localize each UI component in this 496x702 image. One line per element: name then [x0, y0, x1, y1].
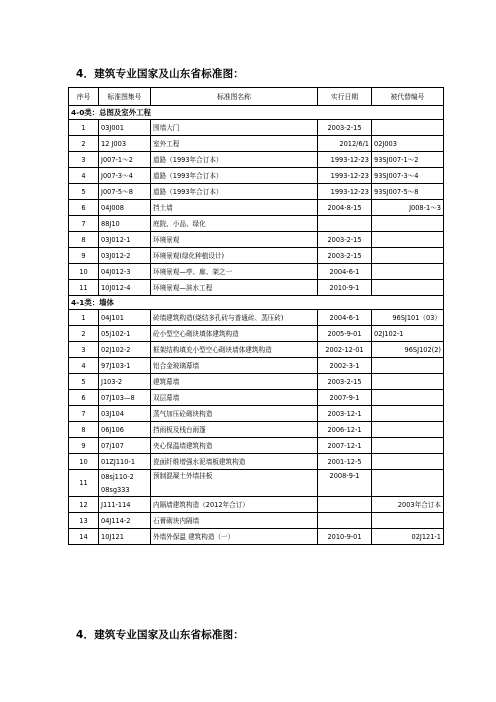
cell-date	[318, 513, 372, 529]
cell-date: 2007-9-1	[318, 390, 372, 406]
cell-code: 01ZJ110-1	[99, 454, 151, 470]
table-row	[69, 136, 444, 152]
cell-code: J111-114	[99, 497, 151, 513]
cell-date: 2012/6/1	[318, 136, 372, 152]
cell-replaced: 2003年合订本	[372, 497, 444, 513]
cell-index: 11	[69, 280, 99, 296]
cell-date	[318, 497, 372, 513]
cell-name: 夹心保温墙建筑构造	[151, 438, 318, 454]
cell-code: 06J106	[99, 422, 151, 438]
cell-replaced	[372, 248, 444, 264]
cell-replaced: J008-1～3	[372, 200, 444, 216]
cell-name: 道路（1993年合订本）	[151, 168, 318, 184]
cell-name: 外墙外保温 建筑构造（一）	[151, 529, 318, 545]
cell-index: 11	[69, 470, 99, 497]
cell-replaced	[372, 422, 444, 438]
standard-drawings-table	[68, 87, 444, 545]
table-row	[69, 342, 444, 358]
category-title: 4-1类：墙体	[69, 296, 444, 310]
cell-name: 室外工程	[151, 136, 318, 152]
cell-name: 围墙大门	[151, 120, 318, 136]
cell-date: 2010-9-1	[318, 280, 372, 296]
cell-code: 07j107	[99, 438, 151, 454]
cell-replaced: 93SJ007-3～4	[372, 168, 444, 184]
cell-name: 瓷面纤维增强水泥墙板建筑构造	[151, 454, 318, 470]
table-row	[69, 120, 444, 136]
cell-code: J103-2	[99, 374, 151, 390]
cell-index: 1	[69, 120, 99, 136]
cell-name: 道路（1993年合订本）	[151, 152, 318, 168]
cell-replaced	[372, 406, 444, 422]
cell-replaced: 96SJ102(2)	[372, 342, 444, 358]
cell-code	[99, 470, 151, 497]
cell-name: 环境景观	[151, 232, 318, 248]
cell-name: 挡土墙	[151, 200, 318, 216]
cell-code: 10J012-4	[99, 280, 151, 296]
cell-replaced	[372, 120, 444, 136]
table-row	[69, 390, 444, 406]
cell-code: J007-3～4	[99, 168, 151, 184]
cell-replaced	[372, 390, 444, 406]
cell-code-primary: 08sj110-2	[101, 472, 134, 481]
cell-index: 4	[69, 358, 99, 374]
table-row	[69, 168, 444, 184]
cell-name: 铝合金玻璃幕墙	[151, 358, 318, 374]
cell-name: 道路（1993年合订本）	[151, 184, 318, 200]
cell-index: 14	[69, 529, 99, 545]
table-row	[69, 326, 444, 342]
cell-code: 97J103-1	[99, 358, 151, 374]
table-row	[69, 248, 444, 264]
cell-index: 8	[69, 422, 99, 438]
cell-index: 5	[69, 184, 99, 200]
cell-index: 2	[69, 136, 99, 152]
header-name: 标准图名称	[151, 88, 318, 106]
table-row	[69, 438, 444, 454]
cell-name: 环境景观—滨水工程	[151, 280, 318, 296]
cell-index: 3	[69, 342, 99, 358]
cell-date: 2003-2-15	[318, 374, 372, 390]
table-row	[69, 374, 444, 390]
cell-code: 04J114-2	[99, 513, 151, 529]
cell-replaced: 93SJ007-1～2	[372, 152, 444, 168]
cell-replaced: 02J003	[372, 136, 444, 152]
cell-index: 1	[69, 310, 99, 326]
table-row	[69, 513, 444, 529]
cell-index: 6	[69, 200, 99, 216]
cell-date: 2004-6-1	[318, 264, 372, 280]
cell-code: 03J104	[99, 406, 151, 422]
cell-code: 12 J003	[99, 136, 151, 152]
cell-code: 04J101	[99, 310, 151, 326]
cell-replaced	[372, 232, 444, 248]
table-row	[69, 310, 444, 326]
cell-code: 05j102-1	[99, 326, 151, 342]
cell-name: 双层幕墙	[151, 390, 318, 406]
cell-date: 2003-2-15	[318, 120, 372, 136]
cell-code: 03J001	[99, 120, 151, 136]
table-row	[69, 358, 444, 374]
cell-name: 预制混凝土外墙挂板	[151, 470, 318, 497]
cell-date: 2003-2-15	[318, 232, 372, 248]
cell-replaced: 02J121-1	[372, 529, 444, 545]
cell-replaced	[372, 216, 444, 232]
cell-name: 蒸气加压砼砌块构造	[151, 406, 318, 422]
cell-name: 砖墙建筑构造(烧结多孔砖与普通砖、蒸压砖)	[151, 310, 318, 326]
cell-name: 环境景观—亭、廊、架之一	[151, 264, 318, 280]
cell-index: 10	[69, 264, 99, 280]
cell-code: 04J012-3	[99, 264, 151, 280]
cell-date: 2002-3-1	[318, 358, 372, 374]
cell-code: 88J10	[99, 216, 151, 232]
table-row	[69, 264, 444, 280]
header-index: 序号	[69, 88, 99, 106]
cell-date: 2010-9-01	[318, 529, 372, 545]
cell-index: 8	[69, 232, 99, 248]
cell-date: 2008-9-1	[318, 470, 372, 497]
cell-code-secondary: 08sg333	[101, 485, 130, 494]
cell-replaced	[372, 280, 444, 296]
cell-index: 9	[69, 248, 99, 264]
cell-date: 2004-8-15	[318, 200, 372, 216]
cell-replaced	[372, 264, 444, 280]
cell-date: 2005-9-01	[318, 326, 372, 342]
cell-replaced	[372, 358, 444, 374]
cell-replaced: 02J102-1	[372, 326, 444, 342]
table-row	[69, 422, 444, 438]
cell-index: 7	[69, 216, 99, 232]
table-row	[69, 470, 444, 497]
cell-date: 2002-12-01	[318, 342, 372, 358]
category-title: 4-0类：总图及室外工程	[69, 106, 444, 120]
cell-date: 2001-12-5	[318, 454, 372, 470]
section-heading: 4．建筑专业国家及山东省标准图：	[76, 629, 245, 641]
cell-date: 1993-12-23	[318, 152, 372, 168]
cell-date: 2006-12-1	[318, 422, 372, 438]
cell-date: 1993-12-23	[318, 184, 372, 200]
cell-date: 2007-12-1	[318, 438, 372, 454]
category-row	[69, 296, 444, 310]
cell-code: J007-5～8	[99, 184, 151, 200]
cell-code: J007-1～2	[99, 152, 151, 168]
cell-code: 10J121	[99, 529, 151, 545]
section-heading: 4．建筑专业国家及山东省标准图：	[76, 68, 245, 80]
cell-code: 03J012-1	[99, 232, 151, 248]
cell-index: 10	[69, 454, 99, 470]
cell-replaced	[372, 438, 444, 454]
header-replaced: 被代替编号	[372, 88, 444, 106]
cell-code: 02J102-2	[99, 342, 151, 358]
cell-name: 庭院、小品、绿化	[151, 216, 318, 232]
table-row	[69, 280, 444, 296]
table-row	[69, 200, 444, 216]
table-row	[69, 406, 444, 422]
cell-index: 9	[69, 438, 99, 454]
cell-name: 建筑幕墙	[151, 374, 318, 390]
cell-date: 2004-6-1	[318, 310, 372, 326]
table-row	[69, 454, 444, 470]
cell-date: 1993-12-23	[318, 168, 372, 184]
cell-date	[318, 216, 372, 232]
cell-name: 挡雨板及栈台雨篷	[151, 422, 318, 438]
cell-index: 4	[69, 168, 99, 184]
cell-replaced	[372, 513, 444, 529]
cell-date: 2003-2-15	[318, 248, 372, 264]
cell-name: 环境景观(绿化种植设计)	[151, 248, 318, 264]
cell-index: 13	[69, 513, 99, 529]
cell-index: 5	[69, 374, 99, 390]
cell-index: 6	[69, 390, 99, 406]
cell-name: 内隔墙建筑构造（2012年合订）	[151, 497, 318, 513]
table-row	[69, 497, 444, 513]
cell-code: 07J103—8	[99, 390, 151, 406]
cell-index: 7	[69, 406, 99, 422]
cell-replaced: 93SJ007-5～8	[372, 184, 444, 200]
cell-replaced	[372, 374, 444, 390]
cell-index: 12	[69, 497, 99, 513]
cell-replaced	[372, 454, 444, 470]
cell-name: 框架结构填充小型空心砌块墙体建筑构造	[151, 342, 318, 358]
header-date: 实行日期	[318, 88, 372, 106]
category-row	[69, 106, 444, 120]
cell-date: 2003-12-1	[318, 406, 372, 422]
cell-replaced	[372, 470, 444, 497]
cell-index: 3	[69, 152, 99, 168]
table-row	[69, 529, 444, 545]
header-code: 标准图集号	[99, 88, 151, 106]
table-row	[69, 184, 444, 200]
cell-index: 2	[69, 326, 99, 342]
table-header-row	[69, 88, 444, 106]
cell-replaced: 96SJ101（03）	[372, 310, 444, 326]
table-row	[69, 152, 444, 168]
table-row	[69, 232, 444, 248]
cell-code: 03J012-2	[99, 248, 151, 264]
table-row	[69, 216, 444, 232]
cell-name: 石膏砌块内隔墙	[151, 513, 318, 529]
cell-name: 砼小型空心砌块填体建筑构造	[151, 326, 318, 342]
cell-code: 04J008	[99, 200, 151, 216]
